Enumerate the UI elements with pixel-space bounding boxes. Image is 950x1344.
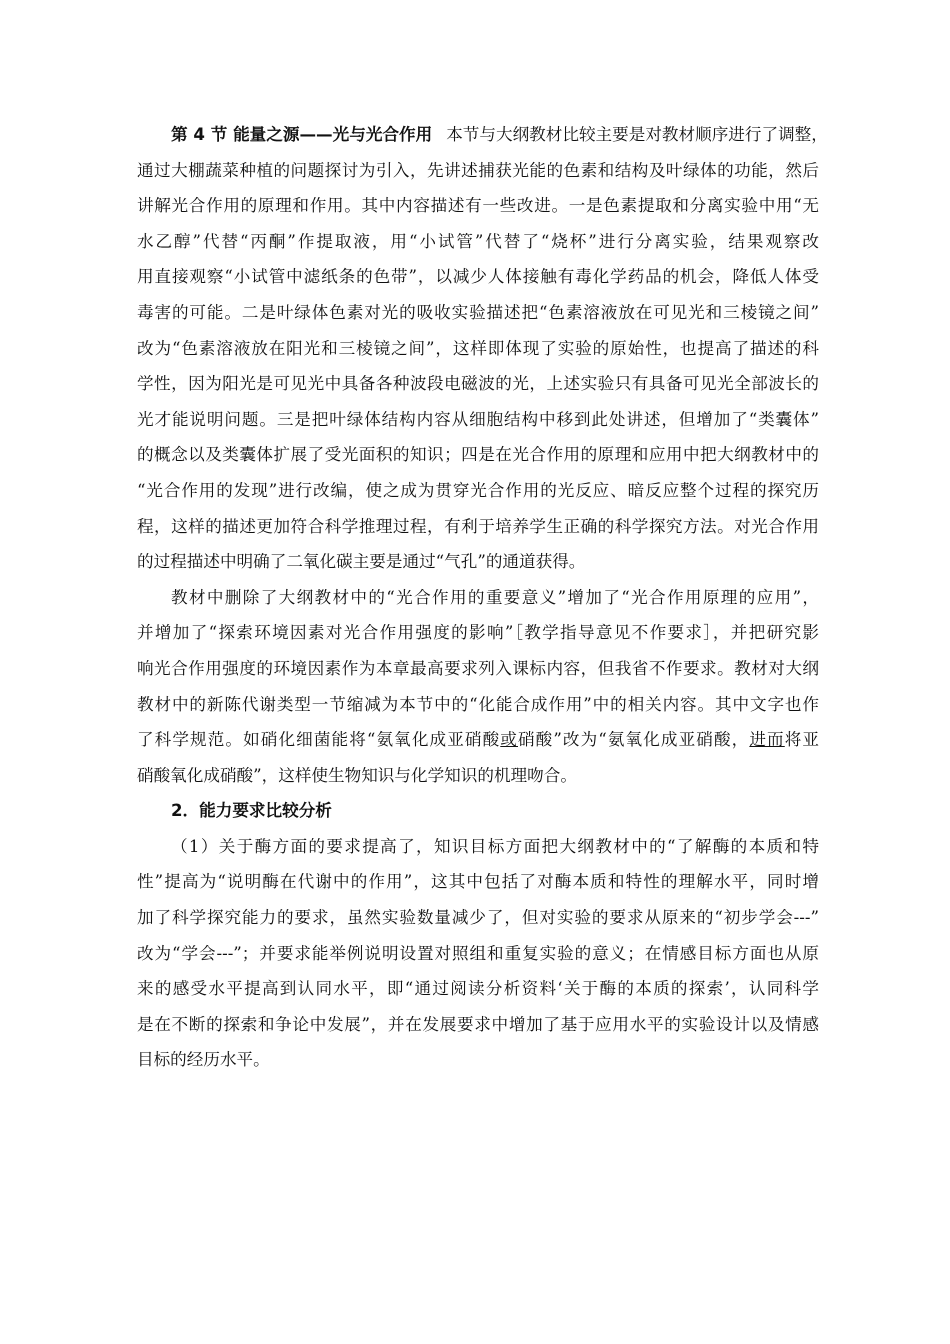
paragraph-line: 教材中的新陈代谢类型一节缩减为本节中的“化能合成作用”中的相关内容。其中文字也作	[137, 694, 819, 714]
document-page	[137, 117, 828, 1078]
paragraph-line: 通过大棚蔬菜种植的问题探讨为引入，先讲述捕获光能的色素和结构及叶绿体的功能，然后	[137, 160, 819, 180]
paragraph-line: 硝酸氧化成硝酸”，这样使生物知识与化学知识的机理吻合。	[137, 765, 577, 785]
paragraph-line: 目标的经历水平。	[137, 1050, 270, 1070]
paragraph-line: 性”提高为“说明酶在代谢中的作用”，这其中包括了对酶本质和特性的理解水平，同时增	[137, 872, 819, 892]
paragraph-line: 讲解光合作用的原理和作用。其中内容描述有一些改进。一是色素提取和分离实验中用“无	[137, 196, 819, 216]
paragraph-line: （1）关于酶方面的要求提高了，知识目标方面把大纲教材中的“了解酶的本质和特	[171, 836, 819, 856]
text-segment: 硝酸”改为“氨氧化成亚硝酸，	[517, 730, 750, 750]
underlined-text: 或	[500, 730, 518, 750]
paragraph-text: 本节与大纲教材比较主要是对教材顺序进行了调整，	[446, 125, 828, 144]
paragraph-line: 用直接观察“小试管中滤纸条的色带”，以减少人体接触有毒化学药品的机会，降低人体受	[137, 267, 819, 287]
section-title: 第 4 节 能量之源——光与光合作用	[171, 125, 433, 144]
paragraph-line: 的概念以及类囊体扩展了受光面积的知识；四是在光合作用的原理和应用中把大纲教材中的	[137, 445, 819, 465]
paragraph-line: “光合作用的发现”进行改编，使之成为贯穿光合作用的光反应、暗反应整个过程的探究历	[137, 480, 819, 500]
paragraph-line: 水乙醇”代替“丙酮”作提取液，用“小试管”代替了“烧杯”进行分离实验，结果观察改	[137, 231, 819, 251]
paragraph-line: 学性，因为阳光是可见光中具备各种波段电磁波的光，上述实验只有具备可见光全部波长的	[137, 374, 819, 394]
paragraph-line: 响光合作用强度的环境因素作为本章最高要求列入课标内容，但我省不作要求。教材对大纲	[137, 658, 819, 678]
paragraph-line: 光才能说明问题。三是把叶绿体结构内容从细胞结构中移到此处讲述，但增加了“类囊体”	[137, 409, 819, 429]
paragraph-line: 并增加了“探索环境因素对光合作用强度的影响”［教学指导意见不作要求］，并把研究影	[137, 623, 819, 643]
paragraph-line: 改为“学会---”；并要求能举例说明设置对照组和重复实验的意义；在情感目标方面也从原	[137, 943, 819, 963]
paragraph-line: 教材中删除了大纲教材中的“光合作用的重要意义”增加了“光合作用原理的应用”，	[171, 587, 819, 607]
text-segment: 将亚	[784, 730, 820, 750]
paragraph-line: 来的感受水平提高到认同水平，即“通过阅读分析资料‘关于酶的本质的探索’，认同科学	[137, 979, 819, 999]
paragraph-line: 改为“色素溶液放在阳光和三棱镜之间”，这样即体现了实验的原始性，也提高了描述的科	[137, 338, 819, 358]
paragraph-line: 加了科学探究能力的要求，虽然实验数量减少了，但对实验的要求从原来的“初步学会---”	[137, 908, 819, 928]
underlined-text: 进而	[749, 730, 785, 750]
subsection-heading: 2．能力要求比较分析	[171, 801, 332, 821]
text-segment: 了科学规范。如硝化细菌能将“氨氧化成亚硝酸	[137, 730, 501, 750]
section-first-line	[137, 117, 828, 153]
paragraph-line: 是在不断的探索和争论中发展”，并在发展要求中增加了基于应用水平的实验设计以及情感	[137, 1014, 819, 1034]
paragraph-line-with-underline	[137, 722, 819, 758]
paragraph-line: 毒害的可能。二是叶绿体色素对光的吸收实验描述把“色素溶液放在可见光和三棱镜之间”	[137, 302, 819, 322]
paragraph-line: 的过程描述中明确了二氧化碳主要是通过“气孔”的通道获得。	[137, 552, 586, 572]
paragraph-line: 程，这样的描述更加符合科学推理过程，有利于培养学生正确的科学探究方法。对光合作用	[137, 516, 819, 536]
